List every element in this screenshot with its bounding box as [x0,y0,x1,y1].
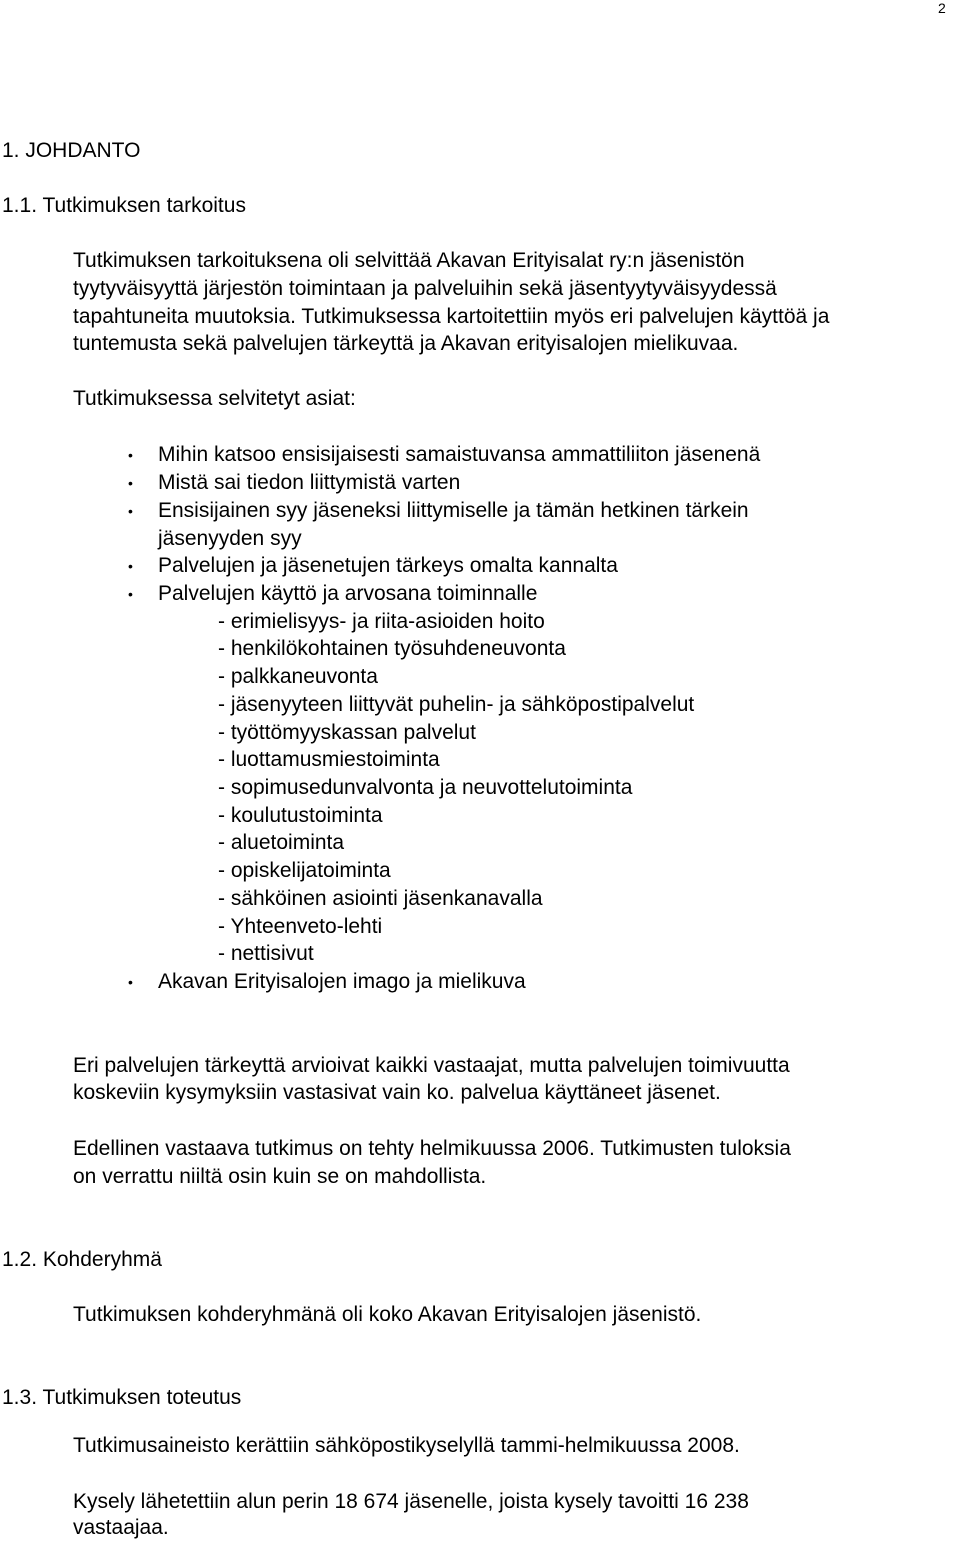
paragraph-line: koskeviin kysymyksiin vastasivat vain ko. palvelua käyttäneet jäsenet. [73,1081,721,1104]
section-heading-target: 1.2. Kohderyhmä [2,1248,162,1271]
sub-item: - palkkaneuvonta [218,665,378,688]
execution-paragraph: Tutkimusaineisto kerättiin sähköpostikyselyllä tammi-helmikuussa 2008. [73,1434,740,1457]
sub-item: - Yhteenveto-lehti [218,915,383,938]
paragraph-line: Tutkimuksen tarkoituksena oli selvittää Akavan Erityisalat ry:n jäsenistön [73,249,745,272]
paragraph-line: tapahtuneita muutoksia. Tutkimuksessa kartoitettiin myös eri palvelujen käyttöä ja [73,305,830,328]
bullet-marker: • [128,974,133,990]
bullet-marker: • [128,558,133,574]
sub-item: - aluetoiminta [218,831,345,854]
list-item: Palvelujen käyttö ja arvosana toiminnalle [158,582,538,605]
bullet-marker: • [128,475,133,491]
paragraph-line: tyytyväisyyttä järjestön toimintaan ja palveluihin sekä jäsentyytyväisyydessä [73,277,777,300]
sub-item: - jäsenyyteen liittyvät puhelin- ja sähköpostipalvelut [218,693,695,716]
paragraph-line: on verrattu niiltä osin kuin se on mahdollista. [73,1165,487,1188]
list-item: Mihin katsoo ensisijaisesti samaistuvansa ammattiliiton jäsenenä [158,443,761,466]
sub-item: - sopimusedunvalvonta ja neuvottelutoiminta [218,776,633,799]
bullet-marker: • [128,447,133,463]
chapter-heading: 1. JOHDANTO [2,139,141,162]
list-item: Palvelujen ja jäsenetujen tärkeys omalta kannalta [158,554,618,577]
bullet-marker: • [128,586,133,602]
sub-item: - sähköinen asiointi jäsenkanavalla [218,887,543,910]
page-number: 2 [938,0,946,16]
list-item: Ensisijainen syy jäseneksi liittymiselle ja tämän hetkinen tärkein [158,499,749,522]
sub-item: - opiskelijatoiminta [218,859,391,882]
list-intro: Tutkimuksessa selvitetyt asiat: [73,387,356,410]
target-paragraph: Tutkimuksen kohderyhmänä oli koko Akavan Erityisalojen jäsenistö. [73,1303,702,1326]
section-heading-execution: 1.3. Tutkimuksen toteutus [2,1386,242,1409]
sub-item: - luottamusmiestoiminta [218,748,440,771]
list-item: Mistä sai tiedon liittymistä varten [158,471,461,494]
paragraph-line: Edellinen vastaava tutkimus on tehty helmikuussa 2006. Tutkimusten tuloksia [73,1137,791,1160]
sub-item: - erimielisyys- ja riita-asioiden hoito [218,610,545,633]
list-item-continuation: jäsenyyden syy [158,527,302,550]
paragraph-line: vastaajaa. [73,1516,169,1539]
bullet-marker: • [128,503,133,519]
section-heading-purpose: 1.1. Tutkimuksen tarkoitus [2,194,246,217]
paragraph-line: Kysely lähetettiin alun perin 18 674 jäsenelle, joista kysely tavoitti 16 238 [73,1490,749,1513]
paragraph-line: tuntemusta sekä palvelujen tärkeyttä ja Akavan erityisalojen mielikuvaa. [73,332,739,355]
list-item: Akavan Erityisalojen imago ja mielikuva [158,970,526,993]
sub-item: - työttömyyskassan palvelut [218,721,476,744]
sub-item: - henkilökohtainen työsuhdeneuvonta [218,637,566,660]
paragraph-line: Eri palvelujen tärkeyttä arvioivat kaikki vastaajat, mutta palvelujen toimivuutta [73,1054,790,1077]
sub-item: - koulutustoiminta [218,804,383,827]
sub-item: - nettisivut [218,942,314,965]
